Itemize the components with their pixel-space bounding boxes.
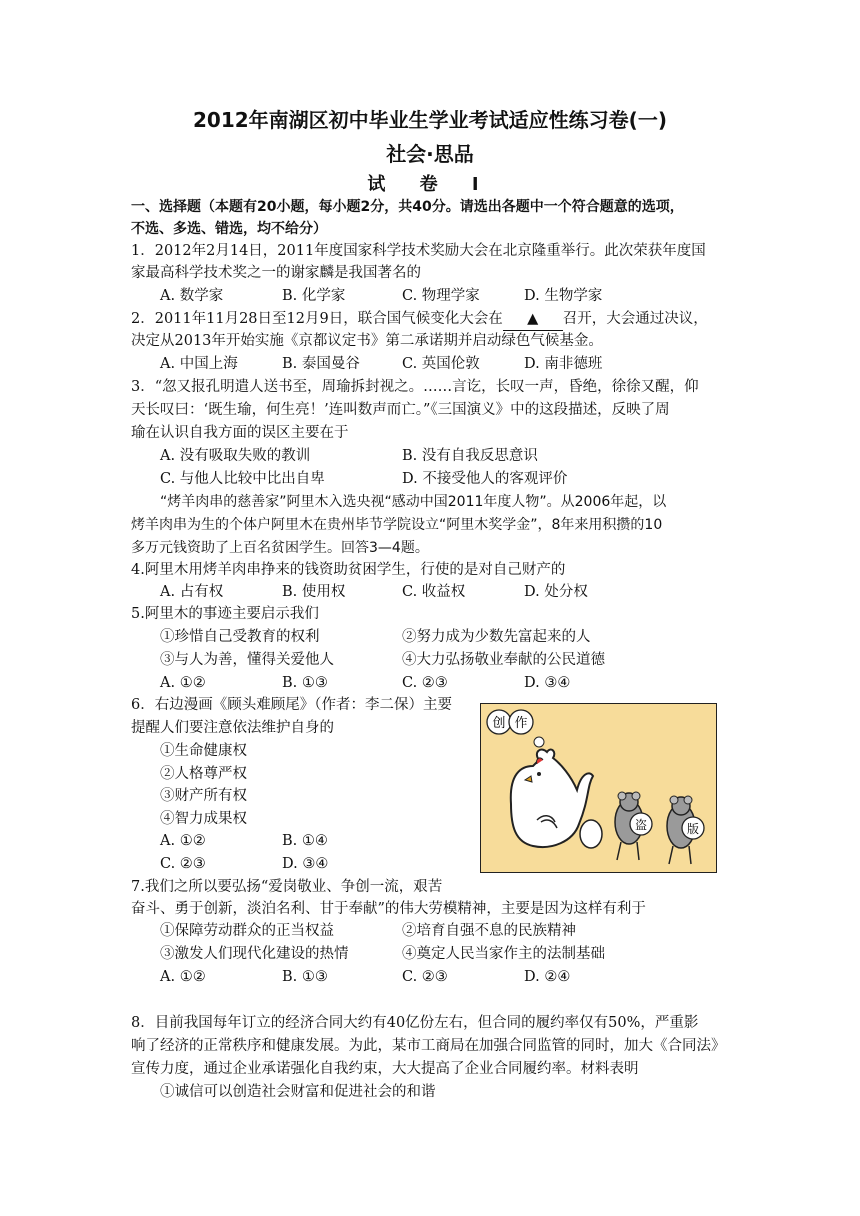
q3-option-b: B. 没有自我反思意识 xyxy=(402,448,538,464)
q2-blank: ▲ xyxy=(503,308,563,331)
q4-option-a: A. 占有权 xyxy=(160,584,224,600)
q5-stem: 5.阿里木的事迹主要启示我们 xyxy=(131,606,319,622)
q2-stem-line1 xyxy=(131,308,708,331)
q3-option-a: A. 没有吸取失败的教训 xyxy=(160,448,311,464)
q7-item-1: ①保障劳动群众的正当权益 xyxy=(160,923,334,939)
cartoon-drawing xyxy=(481,704,716,872)
q5-item-1: ①珍惜自己受教育的权利 xyxy=(160,629,320,645)
q4-option-d: D. 处分权 xyxy=(524,584,588,600)
q2-option-a: A. 中国上海 xyxy=(160,356,238,372)
q6-item-1: ①生命健康权 xyxy=(160,743,247,759)
q6-option-b: B. ①④ xyxy=(282,833,328,849)
q6-item-2: ②人格尊严权 xyxy=(160,766,247,782)
q1-option-a: A. 数学家 xyxy=(160,288,224,304)
q7-stem-line2: 奋斗、勇于创新，淡泊名利、甘于奉献”的伟大劳模精神，主要是因为这样有利于 xyxy=(131,901,646,917)
section-heading-line2: 不选、多选、错选，均不给分） xyxy=(131,221,327,237)
rat-1-label: 盗 xyxy=(634,818,648,832)
q6-option-c: C. ②③ xyxy=(160,856,206,872)
q6-option-d: D. ③④ xyxy=(282,856,329,872)
q2-option-d: D. 南非德班 xyxy=(524,356,603,372)
q6-item-4: ④智力成果权 xyxy=(160,811,247,827)
q8-stem-line2: 响了经济的正常秩序和健康发展。为此，某市工商局在加强合同监管的同时，加大《合同法》 xyxy=(131,1038,726,1054)
q3-stem-line2: 天长叹曰：‘既生瑜，何生亮！’连叫数声而亡。”《三国演义》中的这段描述，反映了周 xyxy=(131,402,670,418)
q3-stem-line1: 3．“忽又报孔明遣人送书至，周瑜拆封视之。……言讫，长叹一声，昏绝，徐徐又醒，仰 xyxy=(131,379,699,395)
q4-stem: 4.阿里木用烤羊肉串挣来的钱资助贫困学生，行使的是对自己财产的 xyxy=(131,562,566,578)
bubble-text-1: 创 xyxy=(492,716,506,731)
q5-items xyxy=(160,626,720,672)
q8-stem-line1: 8．目前我国每年订立的经济合同大约有40亿份左右，但合同的履约率仅有50%，严重影 xyxy=(131,1015,699,1031)
q1-option-d: D. 生物学家 xyxy=(524,288,603,304)
q5-item-2: ②努力成为少数先富起来的人 xyxy=(402,629,591,645)
q5-options xyxy=(160,672,720,694)
q4-option-c: C. 收益权 xyxy=(402,584,466,600)
q6-stem-line2: 提醒人们要注意依法维护自身的 xyxy=(131,720,334,736)
q3-stem-line3: 瑜在认识自我方面的误区主要在于 xyxy=(131,425,349,441)
q7-item-4: ④奠定人民当家作主的法制基础 xyxy=(402,946,605,962)
q1-stem-line1: 1．2012年2月14日，2011年度国家科学技术奖励大会在北京隆重举行。此次荣获年度国 xyxy=(131,243,706,259)
q1-options xyxy=(160,285,720,307)
q7-item-3: ③激发人们现代化建设的热情 xyxy=(160,946,349,962)
q2-stem-part1: 2．2011年11月28日至12月9日，联合国气候变化大会在 xyxy=(131,311,503,327)
exam-volume: 试 卷 Ⅰ xyxy=(367,174,493,195)
q7-item-2: ②培育自强不息的民族精神 xyxy=(402,923,576,939)
q5-option-c: C. ②③ xyxy=(402,675,448,691)
q6-item-3: ③财产所有权 xyxy=(160,788,247,804)
q6-stem-line1: 6．右边漫画《顾头难顾尾》（作者：李二保）主要 xyxy=(131,697,452,713)
exam-title: 2012年南湖区初中毕业生学业考试适应性练习卷(一) xyxy=(193,108,667,132)
cartoon-image xyxy=(480,703,717,873)
q3-option-d: D. 不接受他人的客观评价 xyxy=(402,471,568,487)
exam-subject: 社会·思品 xyxy=(386,142,474,166)
q2-option-b: B. 泰国曼谷 xyxy=(282,356,360,372)
q6-option-a: A. ①② xyxy=(160,833,206,849)
q2-options xyxy=(160,353,720,375)
q7-stem-line1: 7.我们之所以要弘扬“爱岗敬业、争创一流，艰苦 xyxy=(131,879,443,895)
q1-option-c: C. 物理学家 xyxy=(402,288,480,304)
q4-options xyxy=(160,581,720,603)
q2-option-c: C. 英国伦敦 xyxy=(402,356,480,372)
q3-options xyxy=(160,445,720,491)
q3-option-c: C. 与他人比较中比出自卑 xyxy=(160,471,325,487)
rat-2-label: 版 xyxy=(686,822,700,836)
q8-stem-line3: 宣传力度，通过企业承诺强化自我约束，大大提高了企业合同履约率。材料表明 xyxy=(131,1061,639,1077)
material-line2: 烤羊肉串为生的个体户阿里木在贵州毕节学院设立“阿里木奖学金”，8年来用积攒的10 xyxy=(131,517,663,533)
q1-option-b: B. 化学家 xyxy=(282,288,346,304)
q7-option-a: A. ①② xyxy=(160,969,206,985)
material-line1: “烤羊肉串的慈善家”阿里木入选央视“感动中国2011年度人物”。从2006年起，以 xyxy=(160,494,667,510)
q7-option-b: B. ①③ xyxy=(282,969,328,985)
q7-items xyxy=(160,920,720,966)
q5-option-d: D. ③④ xyxy=(524,675,571,691)
q5-option-a: A. ①② xyxy=(160,675,206,691)
q8-item-1: ①诚信可以创造社会财富和促进社会的和谐 xyxy=(160,1084,436,1100)
q5-item-3: ③与人为善，懂得关爱他人 xyxy=(160,652,334,668)
q1-stem-line2: 家最高科学技术奖之一的谢家麟是我国著名的 xyxy=(131,265,421,281)
q6-options xyxy=(160,830,460,876)
q7-option-d: D. ②④ xyxy=(524,969,571,985)
material-line3: 多万元钱资助了上百名贫困学生。回答3—4题。 xyxy=(131,540,429,556)
q7-options xyxy=(160,966,720,988)
q2-stem-part2: 召开，大会通过决议， xyxy=(562,311,708,327)
q2-stem-line2: 决定从2013年开始实施《京都议定书》第二承诺期并启动绿色气候基金。 xyxy=(131,333,603,349)
section-heading-line1: 一、选择题（本题有20小题，每小题2分，共40分。请选出各题中一个符合题意的选项， xyxy=(131,199,684,215)
q4-option-b: B. 使用权 xyxy=(282,584,346,600)
bubble-text-2: 作 xyxy=(514,716,528,731)
egg-figure xyxy=(580,820,602,848)
q5-item-4: ④大力弘扬敬业奉献的公民道德 xyxy=(402,652,605,668)
q5-option-b: B. ①③ xyxy=(282,675,328,691)
q7-option-c: C. ②③ xyxy=(402,969,448,985)
